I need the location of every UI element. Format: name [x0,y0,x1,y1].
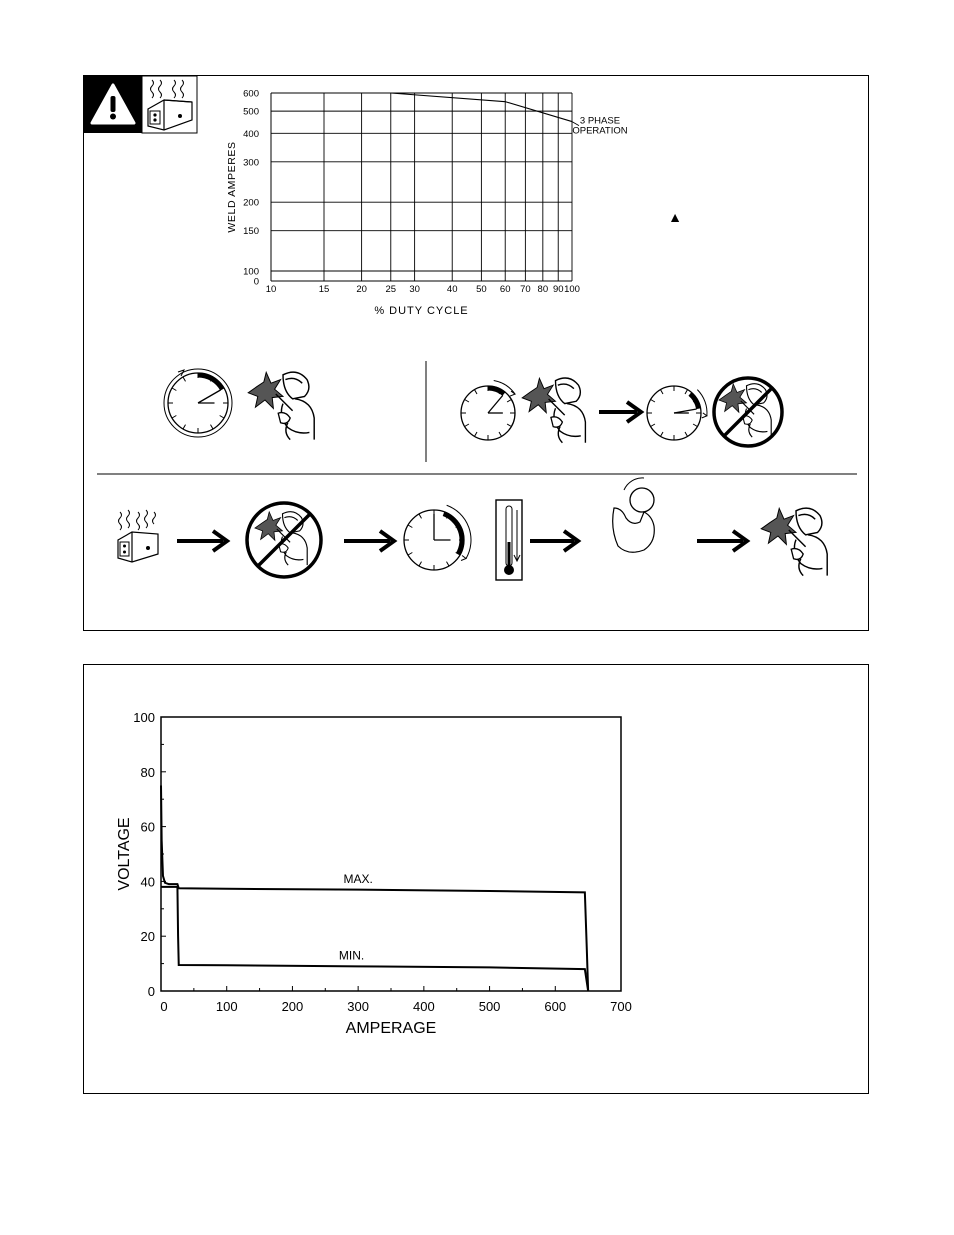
knob [630,488,654,512]
welder-knob [123,545,126,548]
x-tick-label: 25 [385,284,397,295]
y-tick-label: 500 [243,106,259,118]
y-tick-label: 20 [140,929,155,945]
x-tick-label: 90 [552,284,564,295]
no-welding-icon [247,503,321,577]
reset-knob-icon [613,478,655,552]
x-tick-label: 100 [564,284,580,295]
annotation-line-2: OPERATION [572,125,628,137]
overheated-welder-icon [118,510,158,562]
x-tick-label: 20 [356,284,367,295]
clock-icon [404,510,464,570]
y-tick-label: 150 [243,226,259,238]
welding-helmet [796,508,822,535]
y-tick-label: 600 [243,88,259,100]
x-tick-label: 15 [318,284,330,295]
series-label: MIN. [338,948,365,963]
plot-frame [161,717,621,991]
x-tick-label: 200 [281,999,304,1014]
welder-knob [123,551,126,554]
x-axis-title: % DUTY CYCLE [374,305,469,317]
y-tick-label: 0 [253,276,259,288]
x-tick-label: 70 [520,284,531,295]
x-tick-label: 50 [476,284,487,295]
welding-helmet [283,372,309,399]
welder-glove [551,417,563,427]
x-tick-label: 80 [537,284,549,295]
y-tick-label: 0 [147,984,155,999]
x-tick-label: 400 [413,999,435,1014]
welder-icon [522,378,585,443]
thermometer-bulb [504,565,514,575]
clock-icon [461,386,515,440]
welding-helmet [556,378,581,404]
y-tick-label: 60 [140,819,155,835]
welder-knob [146,546,150,550]
welder-glove [278,413,290,424]
thermometer-level [508,542,511,566]
x-tick-label: 0 [160,999,168,1014]
spark-burst [761,508,796,544]
y-axis-title: WELD AMPERES [226,141,238,233]
volt-amp-panel [83,664,869,1094]
x-tick-label: 500 [478,999,501,1014]
spark-burst [522,378,555,413]
series-line-min [161,887,588,991]
x-tick-label: 40 [446,284,458,295]
rotation-arrow-head [461,556,466,561]
rotation-arrow-head [510,391,515,396]
y-tick-label: 200 [243,197,259,209]
x-tick-label: 600 [544,999,567,1014]
x-tick-label: 100 [215,999,238,1014]
right-arrow-icon [344,531,394,551]
no-welding-icon [714,378,782,446]
y-tick-label: 300 [243,157,259,169]
x-tick-label: 700 [610,999,632,1014]
rotation-arrow-head [702,413,707,418]
y-tick-label: 80 [140,764,155,780]
thermometer-icon [496,500,522,580]
series-line-max [161,786,588,992]
right-arrow-icon [530,531,578,551]
hand [613,508,655,552]
clock-icon [647,386,701,440]
y-axis-title: VOLTAGE [116,817,133,891]
triangle-marker: ▲ [668,209,682,225]
welder-glove [791,549,803,560]
x-axis-title: AMPERAGE [345,1020,437,1037]
warning-triangle-icon [84,76,142,133]
overheated-welder-icon [142,76,197,133]
volt-amp-chart [84,665,870,1095]
right-arrow-icon [599,402,641,422]
welder-icon [255,512,307,565]
spark-burst [248,372,283,408]
x-tick-label: 30 [409,284,420,295]
duty-cycle-chart [84,76,870,632]
y-tick-label: 400 [243,128,259,140]
y-tick-label: 40 [140,874,155,890]
right-arrow-icon [697,531,747,551]
annotation-line-1: 3 PHASE [579,115,621,127]
x-tick-label: 60 [499,284,511,295]
heat-waves [119,510,156,530]
clock-icon [168,373,228,433]
welder-panel [120,542,129,556]
welder-icon [761,508,827,575]
spark-burst [255,512,283,541]
x-tick-label: 300 [347,999,369,1014]
duty-cycle-panel [83,75,869,631]
right-arrow-icon [177,531,227,551]
y-tick-label: 100 [243,266,259,278]
x-tick-label: 10 [265,284,277,295]
series-label: MAX. [343,871,373,886]
y-tick-label: 100 [133,710,155,725]
welder-icon [719,384,771,437]
welder-icon [248,372,314,440]
